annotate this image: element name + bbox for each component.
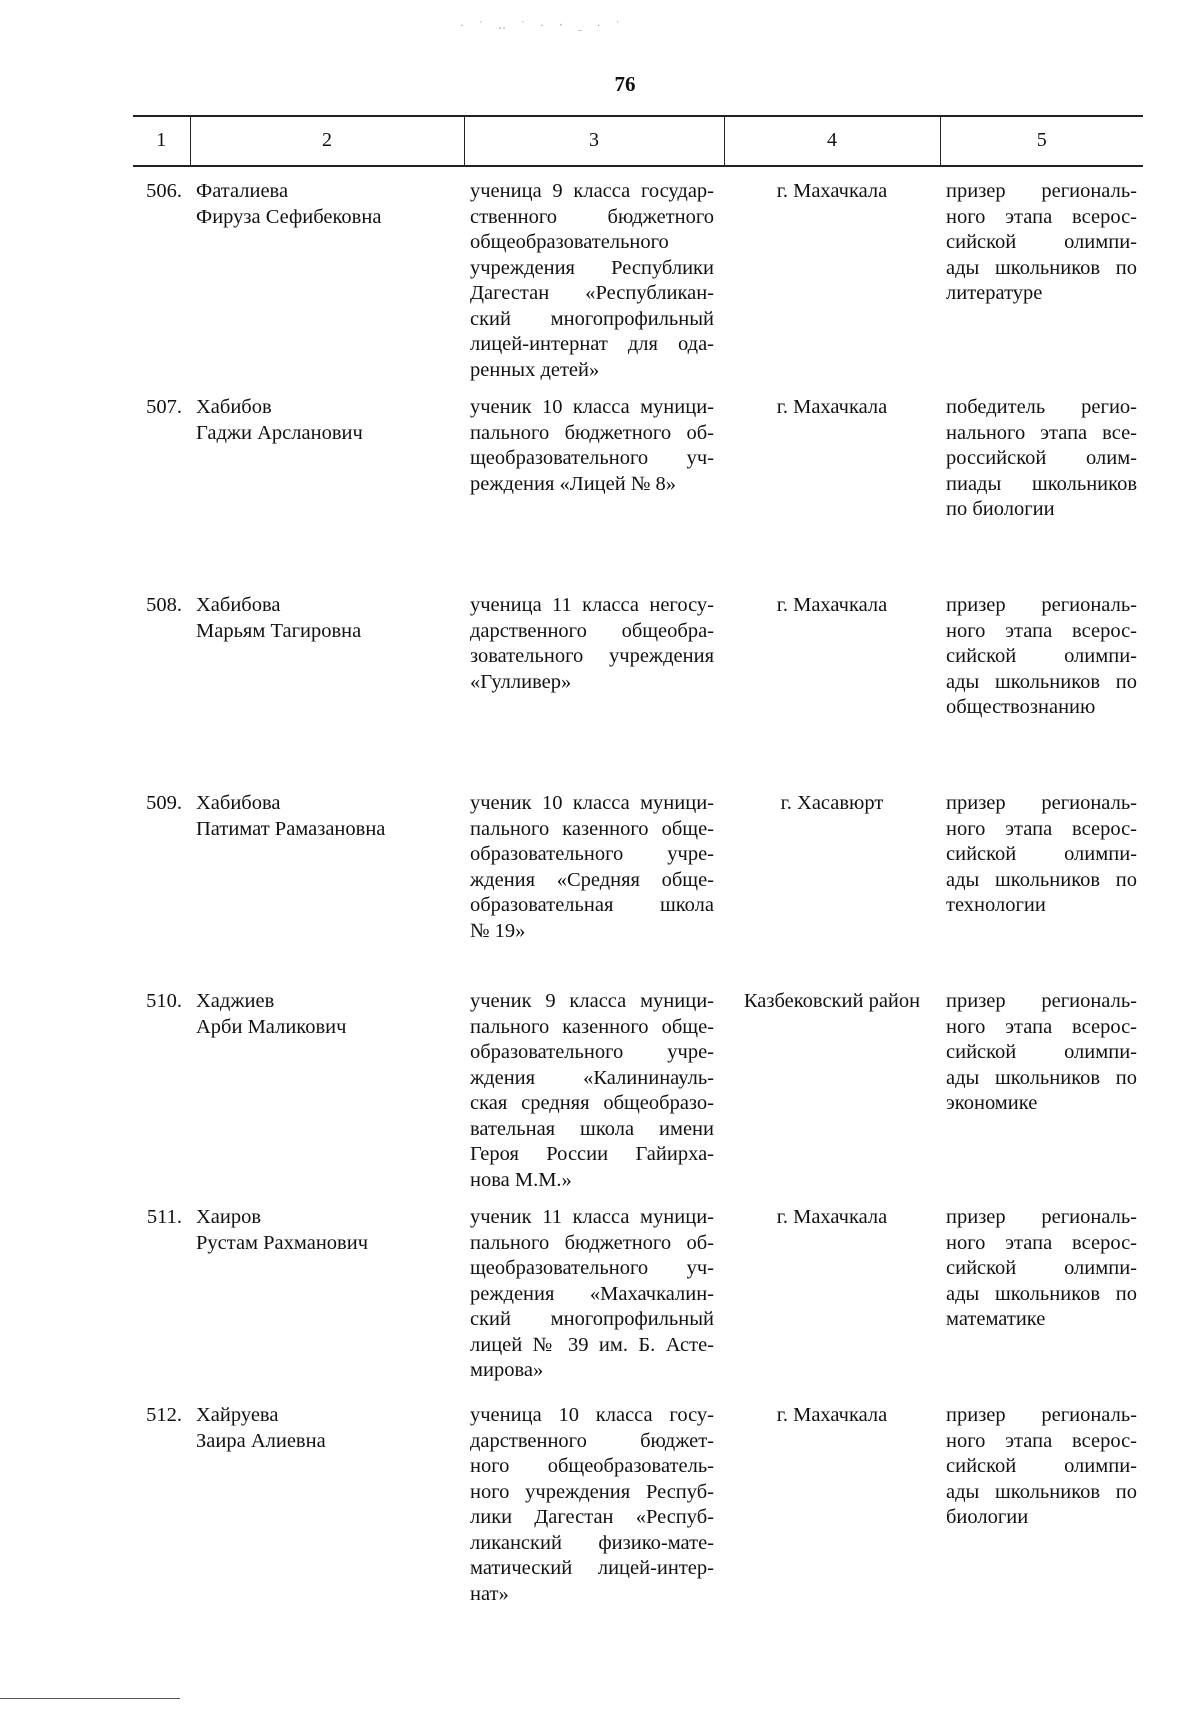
award-line: призер региональ- — [946, 594, 1137, 616]
table-row — [133, 1193, 1143, 1391]
person-name-line: Хабибов — [196, 396, 272, 418]
institution-line: ученик 9 класса муници- — [470, 990, 714, 1012]
award-status — [940, 166, 1143, 383]
institution-line: ного общеобразователь- — [470, 1455, 714, 1477]
row-number: 511. — [146, 1206, 182, 1228]
award-line: литературе — [946, 282, 1043, 304]
table-header — [133, 116, 1143, 166]
institution-line: ская средняя общеобразо- — [470, 1092, 714, 1114]
award-line: призер региональ- — [946, 1206, 1137, 1228]
award-line: призер региональ- — [946, 180, 1137, 202]
person-name-line: Хабибова — [196, 594, 281, 616]
location: г. Махачкала — [776, 1404, 888, 1426]
award-line: ного этапа всерос- — [946, 205, 1137, 228]
institution — [464, 977, 724, 1193]
institution-line: матический лицей-интер- — [470, 1557, 714, 1579]
institution-line: «Гулливер» — [470, 670, 572, 693]
institution-line: № 19» — [470, 919, 526, 942]
institution-line: дарственного общеобра- — [470, 619, 714, 642]
location: г. Махачкала — [776, 180, 888, 202]
award-line: ного этапа всерос- — [946, 1231, 1137, 1254]
award-line: ного этапа всерос- — [946, 619, 1137, 642]
row-number: 512. — [146, 1404, 182, 1426]
table-row — [133, 581, 1143, 779]
column-header-1: 1 — [133, 116, 190, 166]
table-row — [133, 779, 1143, 977]
award-status — [940, 1193, 1143, 1391]
institution-line: нат» — [470, 1582, 509, 1605]
person-name — [190, 581, 464, 779]
location: г. Махачкала — [776, 1206, 888, 1228]
person-name-line: Фируза Сефибековна — [196, 205, 382, 228]
institution-line: Дагестан «Республикан- — [470, 282, 714, 304]
award-status — [940, 581, 1143, 779]
person-name-line: Заира Алиевна — [196, 1429, 326, 1452]
institution-line: пального бюджетного об- — [470, 1231, 714, 1254]
institution-line: ренных детей» — [470, 358, 600, 381]
person-name-line: Хайруева — [196, 1404, 279, 1426]
institution — [464, 581, 724, 779]
institution-line: лики Дагестан «Респуб- — [470, 1506, 714, 1528]
institution-line: дарственного бюджет- — [470, 1429, 714, 1452]
row-number: 507. — [146, 396, 182, 418]
award-line: нального этапа все- — [946, 421, 1137, 444]
row-number: 509. — [146, 792, 182, 814]
person-name-line: Хабибова — [196, 792, 281, 814]
table-row — [133, 166, 1143, 383]
institution-line: ликанский физико-мате- — [470, 1531, 714, 1554]
award-line: ного этапа всерос- — [946, 817, 1137, 840]
institution-line: ский многопрофильный — [470, 307, 714, 330]
institution-line: ждения «Калининауль- — [470, 1066, 714, 1089]
award-line: сийской олимпи- — [946, 231, 1137, 253]
institution-line: ного учреждения Респуб- — [470, 1480, 714, 1503]
person-name — [190, 1193, 464, 1391]
institution-line: ученица 10 класса госу- — [470, 1404, 714, 1426]
awardees-table — [133, 115, 1143, 1607]
award-line: призер региональ- — [946, 990, 1137, 1012]
person-name-line: Марьям Тагировна — [196, 619, 362, 642]
institution-line: ученик 10 класса муници- — [470, 792, 714, 814]
institution-line: мирова» — [470, 1359, 544, 1381]
institution-line: вательная школа имени — [470, 1117, 714, 1140]
institution-line: пального бюджетного об- — [470, 421, 714, 444]
column-header-3: 3 — [464, 116, 724, 166]
column-header-4: 4 — [724, 116, 940, 166]
institution — [464, 1193, 724, 1391]
award-status — [940, 977, 1143, 1193]
institution-line: щеобразовательного уч- — [470, 1257, 714, 1279]
award-status — [940, 779, 1143, 977]
person-name — [190, 166, 464, 383]
institution-line: образовательная школа — [470, 894, 714, 916]
award-line: российской олим- — [946, 447, 1137, 469]
award-line: пиады школьников — [946, 472, 1137, 495]
award-line: экономике — [946, 1092, 1038, 1114]
award-status — [940, 1391, 1143, 1607]
award-line: ады школьников по — [946, 1480, 1137, 1503]
table-body — [133, 166, 1143, 1607]
award-line: ады школьников по — [946, 670, 1137, 693]
institution-line: щеобразовательного уч- — [470, 447, 714, 469]
row-number: 510. — [146, 990, 182, 1012]
award-line: победитель регио- — [946, 396, 1137, 418]
location: г. Хасавюрт — [780, 792, 884, 814]
institution-line: реждения «Махачкалин- — [470, 1282, 714, 1305]
institution — [464, 166, 724, 383]
award-line: технологии — [946, 894, 1046, 916]
table-row — [133, 383, 1143, 581]
location: г. Махачкала — [776, 396, 888, 418]
person-name-line: Арби Маликович — [196, 1015, 347, 1038]
award-status — [940, 383, 1143, 581]
institution-line: нова М.М.» — [470, 1168, 572, 1191]
institution — [464, 1391, 724, 1607]
award-line: ады школьников по — [946, 1066, 1137, 1089]
scan-edge-line — [0, 1698, 180, 1699]
location: г. Махачкала — [776, 594, 888, 616]
person-name-line: Хаиров — [196, 1206, 262, 1228]
row-number: 508. — [146, 594, 182, 616]
award-line: призер региональ- — [946, 1404, 1137, 1426]
award-line: ады школьников по — [946, 1282, 1137, 1305]
institution-line: ученик 10 класса муници- — [470, 396, 714, 418]
location: Казбековский район — [743, 990, 921, 1012]
column-header-2: 2 — [190, 116, 464, 166]
person-name — [190, 779, 464, 977]
institution-line: пального казенного обще- — [470, 1015, 714, 1038]
row-number: 506. — [146, 180, 182, 202]
award-line: обществознанию — [946, 696, 1096, 718]
scan-artifacts: · ˙ ‥ ˙ · ‧ ˍ · ˙ — [460, 18, 626, 32]
institution-line: зовательного учреждения — [470, 645, 714, 667]
institution — [464, 779, 724, 977]
person-name-line: Рустам Рахманович — [196, 1231, 369, 1254]
institution-line: общеобразовательного — [470, 231, 669, 253]
award-line: математике — [946, 1308, 1046, 1330]
institution-line: Героя России Гайирха- — [470, 1143, 714, 1165]
award-line: ады школьников по — [946, 256, 1137, 279]
person-name-line: Фаталиева — [196, 180, 289, 202]
person-name — [190, 383, 464, 581]
person-name — [190, 977, 464, 1193]
institution-line: образовательного учре- — [470, 843, 714, 865]
institution-line: ждения «Средняя обще- — [470, 868, 714, 891]
award-line: ного этапа всерос- — [946, 1015, 1137, 1038]
award-line: ного этапа всерос- — [946, 1429, 1137, 1452]
institution-line: ученица 11 класса негосу- — [470, 594, 714, 616]
header-row — [133, 116, 1143, 166]
institution-line: реждения «Лицей № 8» — [470, 472, 677, 495]
institution-line: лицей-интернат для ода- — [470, 333, 714, 355]
award-line: сийской олимпи- — [946, 1041, 1137, 1063]
person-name — [190, 1391, 464, 1607]
institution-line: образовательного учре- — [470, 1041, 714, 1063]
column-header-5: 5 — [940, 116, 1143, 166]
institution-line: ученик 11 класса муници- — [470, 1206, 714, 1228]
award-line: сийской олимпи- — [946, 645, 1137, 667]
award-line: биологии — [946, 1506, 1029, 1528]
award-line: сийской олимпи- — [946, 843, 1137, 865]
institution-line: ский многопрофильный — [470, 1308, 714, 1330]
institution-line: лицей № 39 им. Б. Асте- — [470, 1333, 714, 1356]
institution-line: пального казенного обще- — [470, 817, 714, 840]
table-row — [133, 1391, 1143, 1607]
institution — [464, 383, 724, 581]
page-number: 76 — [614, 72, 636, 96]
award-line: призер региональ- — [946, 792, 1137, 814]
award-line: ады школьников по — [946, 868, 1137, 891]
person-name-line: Гаджи Арсланович — [196, 421, 363, 444]
person-name-line: Хаджиев — [196, 990, 275, 1012]
award-line: по биологии — [946, 498, 1055, 520]
person-name-line: Патимат Рамазановна — [196, 817, 386, 840]
institution-line: ственного бюджетного — [470, 205, 714, 228]
institution-line: ученица 9 класса государ- — [470, 180, 714, 202]
table-row — [133, 977, 1143, 1193]
award-line: сийской олимпи- — [946, 1455, 1137, 1477]
institution-line: учреждения Республики — [470, 256, 714, 279]
award-line: сийской олимпи- — [946, 1257, 1137, 1279]
